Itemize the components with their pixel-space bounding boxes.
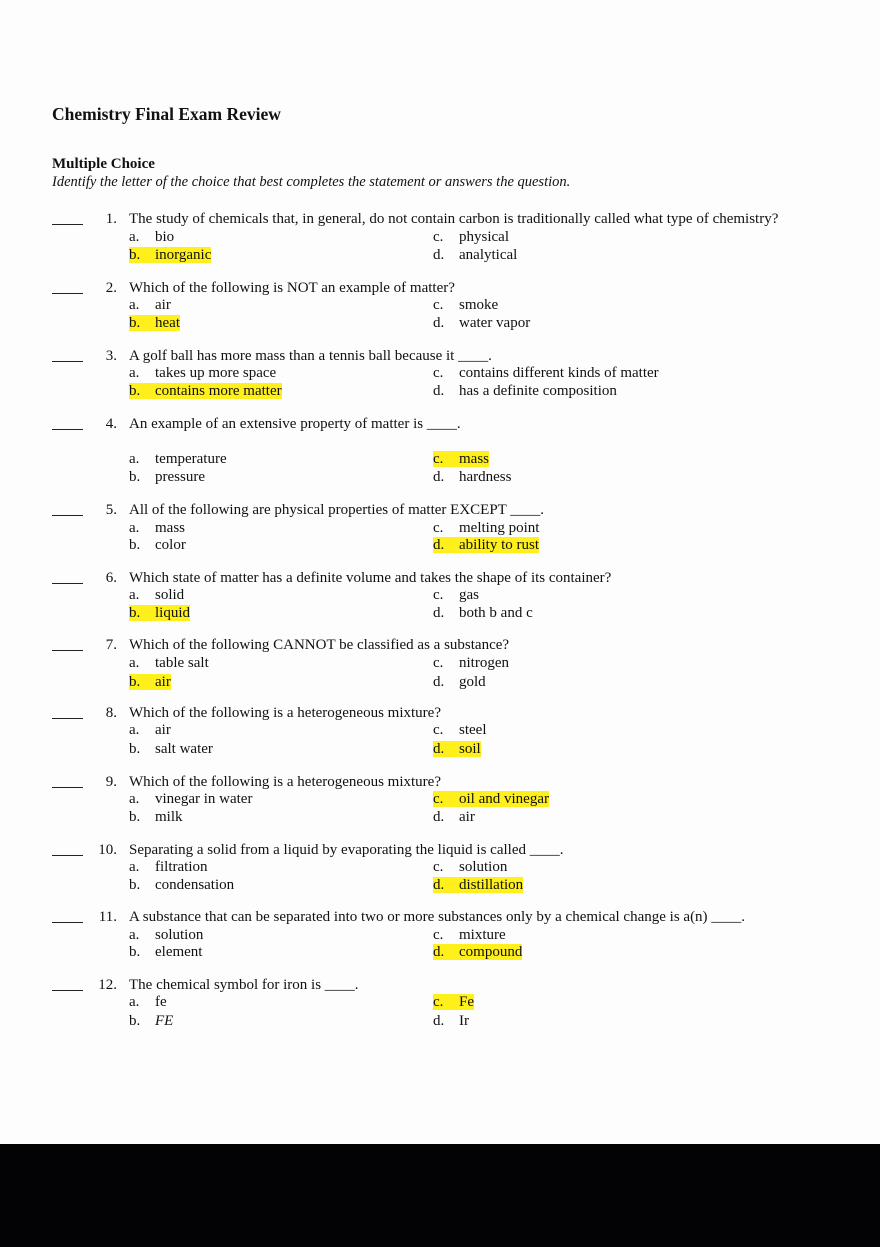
- question-number: 3.: [105, 348, 117, 364]
- option-c: [433, 229, 509, 246]
- option-text: steel: [459, 722, 487, 738]
- option-content: [129, 365, 276, 381]
- question-number: 4.: [105, 416, 117, 432]
- option-text: both b and c: [459, 605, 533, 621]
- question-stem: An example of an extensive property of matter is ____.: [129, 416, 461, 432]
- option-text: vinegar in water: [155, 791, 253, 807]
- option-text: solution: [459, 859, 508, 875]
- option-letter: d.: [433, 674, 445, 690]
- correct-answer-highlight: [433, 944, 522, 960]
- option-letter: a.: [129, 229, 140, 245]
- option-letter: b.: [129, 674, 141, 690]
- option-text: bio: [155, 229, 175, 245]
- option-text: water vapor: [459, 315, 531, 331]
- question-stem: A substance that can be separated into two or more substances only by a chemical change is a(n) ____.: [129, 909, 746, 925]
- option-letter: b.: [129, 877, 141, 893]
- option-b: [129, 944, 202, 961]
- question-number: 6.: [105, 570, 117, 586]
- option-letter: b.: [129, 944, 141, 960]
- option-text: analytical: [459, 247, 518, 263]
- option-a: [129, 655, 209, 672]
- option-letter: b.: [129, 741, 141, 757]
- option-content: [433, 520, 539, 536]
- option-letter: d.: [433, 315, 445, 331]
- option-d: [433, 674, 486, 691]
- option-text: melting point: [459, 520, 540, 536]
- option-letter: a.: [129, 722, 140, 738]
- option-text: fe: [155, 994, 167, 1010]
- option-text: air: [155, 722, 171, 738]
- option-c: [433, 859, 507, 876]
- option-text: distillation: [459, 877, 524, 893]
- correct-answer-highlight: [433, 791, 549, 807]
- option-text: smoke: [459, 297, 499, 313]
- option-a: [129, 297, 171, 314]
- option-a: [129, 520, 185, 537]
- option-content: [129, 809, 183, 825]
- option-letter: b.: [129, 247, 141, 263]
- option-a: [129, 365, 276, 382]
- correct-answer-highlight: [129, 605, 190, 621]
- option-a: [129, 994, 167, 1011]
- option-d: [433, 383, 617, 400]
- option-content: [129, 944, 202, 960]
- option-a: [129, 722, 171, 739]
- option-content: [129, 297, 171, 313]
- correct-answer-highlight: [433, 877, 523, 893]
- option-letter: b.: [129, 809, 141, 825]
- option-content: [129, 877, 234, 893]
- option-d: [433, 247, 517, 264]
- option-d: [433, 944, 522, 961]
- option-content: [433, 587, 479, 603]
- correct-answer-highlight: [129, 383, 282, 399]
- option-content: [433, 605, 533, 621]
- option-c: [433, 365, 659, 382]
- question-stem: Which of the following is a heterogeneous mixture?: [129, 774, 441, 790]
- option-text: ability to rust: [459, 537, 539, 553]
- option-content: [129, 859, 208, 875]
- option-text: salt water: [155, 741, 213, 757]
- bottom-black-band: [0, 1144, 880, 1247]
- question-number: 11.: [98, 909, 117, 925]
- question-number: 1.: [105, 211, 117, 227]
- option-letter: c.: [433, 859, 444, 875]
- option-content: [433, 1013, 469, 1029]
- document-title: Chemistry Final Exam Review: [52, 104, 281, 124]
- option-letter: a.: [129, 297, 140, 313]
- option-letter: c.: [433, 365, 444, 381]
- option-text: milk: [155, 809, 183, 825]
- option-text: mass: [155, 520, 185, 536]
- option-content: [433, 297, 498, 313]
- option-letter: a.: [129, 791, 140, 807]
- correct-answer-highlight: [433, 741, 481, 757]
- question-number: 8.: [105, 705, 117, 721]
- option-d: [433, 469, 512, 486]
- option-letter: b.: [129, 537, 141, 553]
- option-a: [129, 229, 174, 246]
- option-a: [129, 859, 208, 876]
- option-letter: d.: [433, 944, 445, 960]
- option-letter: b.: [129, 383, 141, 399]
- question-stem: Which of the following is NOT an example of matter?: [129, 280, 455, 296]
- option-letter: d.: [433, 383, 445, 399]
- question-stem: Which state of matter has a definite volume and takes the shape of its container?: [129, 570, 612, 586]
- option-text: contains different kinds of matter: [459, 365, 659, 381]
- option-content: [433, 927, 506, 943]
- option-letter: b.: [129, 469, 141, 485]
- question-number: 2.: [105, 280, 117, 296]
- option-letter: b.: [129, 315, 141, 331]
- option-letter: d.: [433, 247, 445, 263]
- option-content: [433, 315, 530, 331]
- option-letter: c.: [433, 297, 444, 313]
- option-content: [433, 365, 659, 381]
- option-content: [129, 469, 205, 485]
- option-text: inorganic: [155, 247, 212, 263]
- option-text: soil: [459, 741, 481, 757]
- option-content: [433, 229, 509, 245]
- option-letter: b.: [129, 605, 141, 621]
- option-content: [433, 383, 617, 399]
- option-c: [433, 791, 549, 808]
- option-content: [129, 537, 186, 553]
- option-text: mass: [459, 451, 489, 467]
- option-d: [433, 741, 481, 758]
- option-content: [129, 451, 227, 467]
- option-d: [433, 315, 530, 332]
- option-b: [129, 469, 205, 486]
- option-text: solution: [155, 927, 204, 943]
- option-text: filtration: [155, 859, 208, 875]
- option-text: contains more matter: [155, 383, 282, 399]
- option-text: hardness: [459, 469, 512, 485]
- option-b: [129, 315, 180, 332]
- option-text: compound: [459, 944, 523, 960]
- option-c: [433, 587, 479, 604]
- option-letter: a.: [129, 859, 140, 875]
- option-content: [129, 1013, 173, 1029]
- option-content: [129, 655, 209, 671]
- option-text: color: [155, 537, 186, 553]
- option-c: [433, 927, 506, 944]
- option-c: [433, 655, 509, 672]
- question-stem: The study of chemicals that, in general, do not contain carbon is traditionally called what type of chemistry?: [129, 211, 779, 227]
- option-content: [129, 927, 203, 943]
- option-a: [129, 587, 184, 604]
- option-c: [433, 451, 489, 468]
- option-c: [433, 994, 474, 1011]
- option-content: [129, 229, 174, 245]
- option-content: [129, 994, 167, 1010]
- option-text: solid: [155, 587, 185, 603]
- option-letter: a.: [129, 520, 140, 536]
- option-content: [433, 809, 475, 825]
- correct-answer-highlight: [129, 674, 171, 690]
- option-letter: a.: [129, 365, 140, 381]
- option-content: [129, 741, 213, 757]
- option-content: [129, 791, 252, 807]
- option-b: [129, 1013, 173, 1030]
- option-letter: c.: [433, 722, 444, 738]
- option-content: [433, 655, 509, 671]
- option-content: [129, 520, 185, 536]
- option-letter: c.: [433, 927, 444, 943]
- option-letter: d.: [433, 537, 445, 553]
- option-text: Fe: [459, 994, 474, 1010]
- option-letter: d.: [433, 877, 445, 893]
- option-text: Ir: [459, 1013, 469, 1029]
- option-text: mixture: [459, 927, 506, 943]
- option-content: [433, 247, 517, 263]
- correct-answer-highlight: [433, 451, 489, 467]
- option-text: FE: [155, 1013, 174, 1029]
- correct-answer-highlight: [433, 994, 474, 1010]
- option-a: [129, 451, 227, 468]
- option-text: element: [155, 944, 203, 960]
- option-text: liquid: [155, 605, 191, 621]
- question-stem: All of the following are physical properties of matter EXCEPT ____.: [129, 502, 545, 518]
- question-number: 9.: [105, 774, 117, 790]
- option-letter: c.: [433, 229, 444, 245]
- option-text: gold: [459, 674, 486, 690]
- question-number: 7.: [105, 637, 117, 653]
- option-b: [129, 741, 213, 758]
- option-letter: d.: [433, 741, 445, 757]
- option-b: [129, 383, 282, 400]
- instructions: Identify the letter of the choice that best completes the statement or answers the question.: [52, 174, 571, 190]
- option-d: [433, 537, 539, 554]
- question-stem: Separating a solid from a liquid by evaporating the liquid is called ____.: [129, 842, 564, 858]
- question-stem: The chemical symbol for iron is ____.: [129, 977, 359, 993]
- option-d: [433, 877, 523, 894]
- option-letter: c.: [433, 587, 444, 603]
- option-content: [433, 469, 512, 485]
- option-text: temperature: [155, 451, 227, 467]
- option-content: [433, 722, 487, 738]
- option-letter: d.: [433, 605, 445, 621]
- option-c: [433, 520, 539, 537]
- option-text: air: [459, 809, 475, 825]
- option-text: takes up more space: [155, 365, 277, 381]
- question-number: 10.: [98, 842, 117, 858]
- correct-answer-highlight: [433, 537, 539, 553]
- option-text: air: [155, 674, 171, 690]
- option-content: [433, 674, 486, 690]
- option-text: physical: [459, 229, 509, 245]
- option-b: [129, 537, 186, 554]
- correct-answer-highlight: [129, 247, 211, 263]
- option-letter: c.: [433, 994, 444, 1010]
- option-text: nitrogen: [459, 655, 509, 671]
- option-content: [129, 722, 171, 738]
- question-number: 12.: [98, 977, 117, 993]
- option-b: [129, 605, 190, 622]
- option-content: [129, 587, 184, 603]
- option-letter: c.: [433, 791, 444, 807]
- question-number: 5.: [105, 502, 117, 518]
- option-content: [433, 859, 507, 875]
- correct-answer-highlight: [129, 315, 180, 331]
- option-d: [433, 809, 475, 826]
- option-text: condensation: [155, 877, 235, 893]
- option-text: air: [155, 297, 171, 313]
- option-text: pressure: [155, 469, 205, 485]
- option-b: [129, 247, 211, 264]
- option-d: [433, 1013, 469, 1030]
- option-letter: c.: [433, 520, 444, 536]
- option-letter: c.: [433, 655, 444, 671]
- option-letter: a.: [129, 451, 140, 467]
- option-text: oil and vinegar: [459, 791, 549, 807]
- option-b: [129, 809, 183, 826]
- option-text: gas: [459, 587, 479, 603]
- option-d: [433, 605, 533, 622]
- option-letter: a.: [129, 655, 140, 671]
- option-text: table salt: [155, 655, 209, 671]
- option-c: [433, 722, 487, 739]
- option-letter: c.: [433, 451, 444, 467]
- option-letter: a.: [129, 927, 140, 943]
- option-a: [129, 927, 203, 944]
- option-text: heat: [155, 315, 180, 331]
- option-a: [129, 791, 252, 808]
- option-letter: d.: [433, 1013, 445, 1029]
- option-b: [129, 674, 171, 691]
- option-c: [433, 297, 498, 314]
- section-heading: Multiple Choice: [52, 156, 155, 172]
- option-letter: b.: [129, 1013, 141, 1029]
- question-stem: Which of the following is a heterogeneous mixture?: [129, 705, 441, 721]
- option-letter: d.: [433, 809, 445, 825]
- option-letter: a.: [129, 994, 140, 1010]
- option-letter: d.: [433, 469, 445, 485]
- question-stem: Which of the following CANNOT be classified as a substance?: [129, 637, 510, 653]
- option-b: [129, 877, 234, 894]
- option-letter: a.: [129, 587, 140, 603]
- question-stem: A golf ball has more mass than a tennis ball because it ____.: [129, 348, 492, 364]
- option-text: has a definite composition: [459, 383, 617, 399]
